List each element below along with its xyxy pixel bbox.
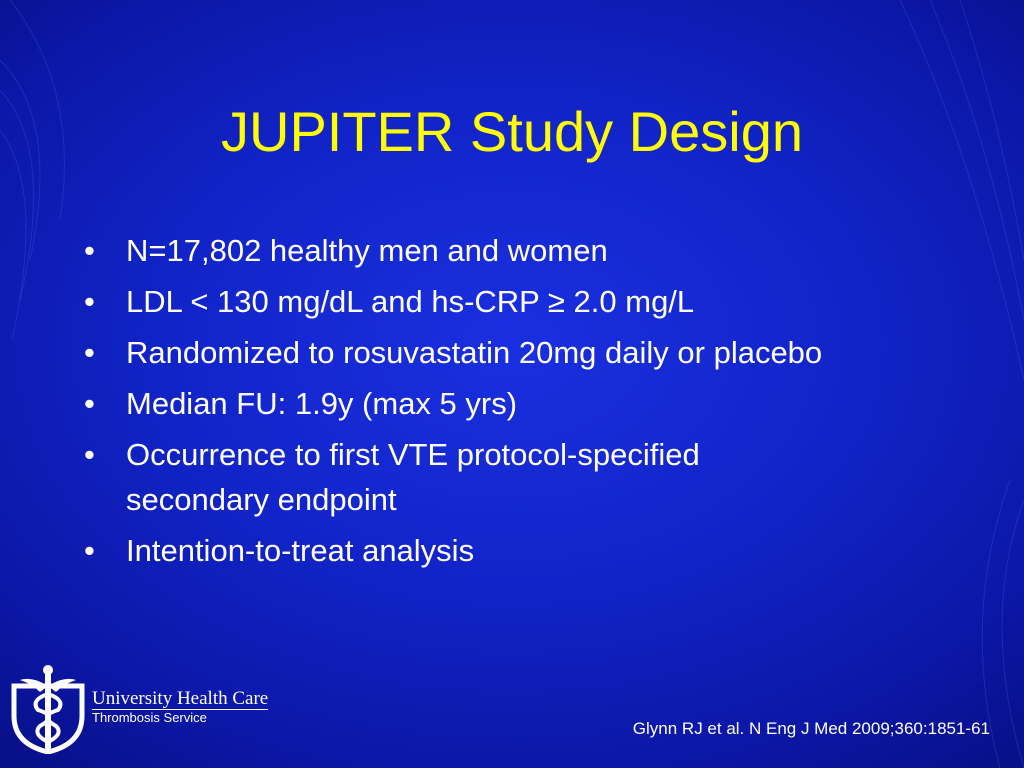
bullet-item <box>84 528 844 573</box>
bullet-text: Median FU: 1.9y (max 5 yrs) <box>126 386 518 421</box>
bullet-item <box>84 228 844 273</box>
bullet-text: N=17,802 healthy men and women <box>126 233 608 268</box>
bullet-glyph: • <box>84 233 95 268</box>
bullet-list <box>84 228 844 579</box>
logo-subtitle: Thrombosis Service <box>92 710 207 725</box>
bullet-glyph: • <box>84 533 95 568</box>
logo-name: University Health Care <box>92 688 269 709</box>
bullet-item <box>84 279 844 324</box>
bullet-text: Occurrence to first VTE protocol-specified secondary endpoint <box>126 437 700 517</box>
bullet-glyph: • <box>84 284 95 319</box>
bullet-item <box>84 432 844 522</box>
bullet-glyph: • <box>84 335 95 370</box>
university-health-care-logo <box>10 664 280 756</box>
bullet-text: LDL < 130 mg/dL and hs-CRP ≥ 2.0 mg/L <box>126 284 695 319</box>
bullet-glyph: • <box>84 386 95 421</box>
caduceus-shield-icon <box>10 664 86 754</box>
bullet-text: Intention-to-treat analysis <box>126 533 475 568</box>
slide-title: JUPITER Study Design <box>221 100 803 163</box>
bullet-item <box>84 381 844 426</box>
bullet-item <box>84 330 844 375</box>
bullet-glyph: • <box>84 437 95 472</box>
bullet-text: Randomized to rosuvastatin 20mg daily or placebo <box>126 335 823 370</box>
citation: Glynn RJ et al. N Eng J Med 2009;360:1851-61 <box>632 719 990 738</box>
